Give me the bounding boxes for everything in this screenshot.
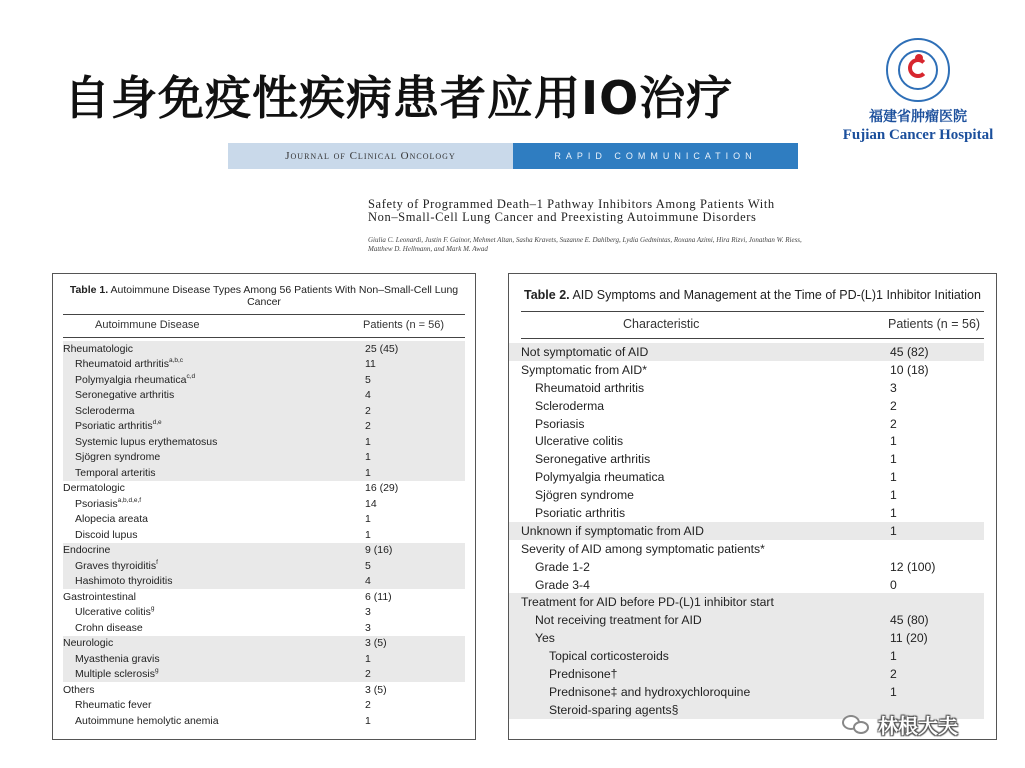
table-row <box>63 450 465 466</box>
hospital-logo-block <box>828 38 1008 144</box>
table-row <box>63 698 465 714</box>
row-label-text: Psoriatic arthritis <box>75 420 153 433</box>
row-label <box>509 345 648 359</box>
row-label-text: Hashimoto thyroiditis <box>75 575 173 588</box>
row-value: 1 <box>365 451 371 464</box>
row-label <box>509 685 750 699</box>
table-row <box>509 361 984 379</box>
row-label <box>63 420 162 432</box>
row-label <box>509 613 702 627</box>
row-value: 3 <box>365 606 371 619</box>
row-value: 16 (29) <box>365 482 399 495</box>
row-label-text: Prednisone‡ and hydroxychloroquine <box>549 684 751 699</box>
table-row <box>63 682 465 698</box>
row-label-text: Gastrointestinal <box>63 590 136 603</box>
row-label <box>63 575 172 587</box>
table-2-label: Table 2. <box>524 288 570 302</box>
row-label <box>63 699 151 711</box>
row-label <box>63 606 154 618</box>
row-label-text: Ulcerative colitis <box>75 606 151 619</box>
row-value: 2 <box>890 666 897 681</box>
table-row <box>509 379 984 397</box>
slide-title: 自身免疫性疾病患者应用IO治疗 <box>64 71 734 125</box>
row-label-text: Myasthenia gravis <box>75 652 160 665</box>
row-label-text: Symptomatic from AID* <box>521 362 647 377</box>
row-label-text: Psoriasis <box>535 416 585 431</box>
row-label <box>509 703 678 717</box>
row-value: 0 <box>890 577 897 592</box>
row-label <box>509 524 704 538</box>
table-row <box>63 527 465 543</box>
row-label <box>509 667 617 681</box>
row-label <box>509 363 647 377</box>
journal-banner <box>228 143 798 169</box>
row-label-text: Rheumatic fever <box>75 699 152 712</box>
table-row <box>63 713 465 729</box>
row-label-text: Topical corticosteroids <box>549 649 669 664</box>
table-row <box>509 432 984 450</box>
row-label <box>63 560 158 572</box>
table-1-body <box>63 341 465 729</box>
row-label-text: Scleroderma <box>75 404 135 417</box>
row-label <box>509 506 625 520</box>
table-row <box>63 667 465 683</box>
row-label-text: Dermatologic <box>63 482 125 495</box>
row-label-text: Discoid lupus <box>75 528 138 541</box>
row-label <box>63 622 143 634</box>
table-row <box>509 558 984 576</box>
row-value: 45 (80) <box>890 613 929 628</box>
table-1 <box>52 273 476 740</box>
row-label <box>63 343 133 355</box>
row-label-text: Alopecia areata <box>75 513 148 526</box>
table-row <box>63 620 465 636</box>
footnote-marker: d,e <box>152 419 162 427</box>
row-label <box>63 684 95 696</box>
table-row <box>63 636 465 652</box>
row-value: 1 <box>890 452 897 467</box>
row-label-text: Psoriasis <box>75 497 118 510</box>
row-value: 3 <box>890 380 897 395</box>
table-1-caption <box>53 274 475 308</box>
table-row <box>63 341 465 357</box>
row-label-text: Endocrine <box>63 544 111 557</box>
row-value: 1 <box>365 528 371 541</box>
table-row <box>63 481 465 497</box>
row-value: 2 <box>365 699 371 712</box>
table-row <box>509 397 984 415</box>
row-label <box>63 637 113 649</box>
row-value: 1 <box>365 652 371 665</box>
row-value: 12 (100) <box>890 559 936 574</box>
row-label-text: Seronegative arthritis <box>535 452 651 467</box>
row-label-text: Ulcerative colitis <box>535 434 624 449</box>
table-1-label: Table 1. <box>69 284 109 296</box>
row-label-text: Yes <box>535 631 555 646</box>
footnote-marker: a,b,d,e,f <box>117 496 142 504</box>
hospital-name-cn: 福建省肿瘤医院 <box>869 109 967 125</box>
row-value: 3 <box>365 621 371 634</box>
row-value: 2 <box>365 404 371 417</box>
table-row <box>509 540 984 558</box>
row-value: 1 <box>890 505 897 520</box>
hospital-name-en: Fujian Cancer Hospital <box>842 127 994 143</box>
row-label-text: Not symptomatic of AID <box>521 344 649 359</box>
table-row <box>63 605 465 621</box>
row-value: 1 <box>890 434 897 449</box>
row-value: 45 (82) <box>890 344 929 359</box>
row-value: 1 <box>365 714 371 727</box>
row-label <box>63 467 156 479</box>
row-value: 2 <box>890 398 897 413</box>
row-value: 11 (20) <box>890 631 928 646</box>
row-label-text: Graves thyroiditis <box>75 559 157 572</box>
table-row <box>63 543 465 559</box>
row-value: 9 (16) <box>365 544 393 557</box>
table-row <box>63 512 465 528</box>
row-label-text: Crohn disease <box>75 621 143 634</box>
row-value: 2 <box>365 668 371 681</box>
wechat-icon <box>842 713 872 737</box>
table-row <box>63 496 465 512</box>
row-label <box>509 578 590 592</box>
table-1-col-patients: Patients (n = 56) <box>363 319 445 331</box>
row-value: 1 <box>365 513 371 526</box>
table-1-caption-text: Autoimmune Disease Types Among 56 Patients With Non–Small-Cell Lung Cancer <box>110 284 459 308</box>
row-label-text: Psoriatic arthritis <box>535 505 626 520</box>
row-label <box>63 668 159 680</box>
row-label <box>63 529 137 541</box>
row-label <box>63 513 148 525</box>
table-row <box>509 683 984 701</box>
table-2-col-characteristic: Characteristic <box>623 317 700 331</box>
row-label <box>509 381 644 395</box>
row-value: 1 <box>890 523 897 538</box>
row-value: 4 <box>365 389 371 402</box>
paper-authors: Giulia C. Leonardi, Justin F. Gainor, Mehmet Altan, Sasha Kravets, Suzanne E. Dahlberg, Lydia Gedmintas, Roxana Azimi, Hira Rizvi, Jonathan W. Riess, Matthew D. Hellmann, and Mark M. Awad <box>368 236 802 253</box>
row-value: 2 <box>890 416 897 431</box>
table-row <box>63 388 465 404</box>
row-label-text: Temporal arteritis <box>75 466 156 479</box>
row-value: 11 <box>365 358 376 371</box>
table-row <box>63 372 465 388</box>
row-label-text: Sjögren syndrome <box>535 488 634 503</box>
table-row <box>509 593 984 611</box>
row-value: 10 (18) <box>890 362 929 377</box>
row-value: 6 (11) <box>365 590 392 603</box>
row-label-text: Rheumatoid arthritis <box>535 380 645 395</box>
row-value: 5 <box>365 373 371 386</box>
table-2 <box>508 273 997 740</box>
row-label <box>63 358 183 370</box>
row-label-text: Seronegative arthritis <box>75 389 175 402</box>
row-value: 1 <box>890 684 897 699</box>
table-1-col-characteristic: Autoimmune Disease <box>95 319 200 331</box>
table-row <box>63 403 465 419</box>
row-value: 14 <box>365 497 377 510</box>
table-2-col-patients: Patients (n = 56) <box>888 317 981 331</box>
table-row <box>509 504 984 522</box>
table-1-header <box>63 314 465 338</box>
row-label-text: Systemic lupus erythematosus <box>75 435 218 448</box>
table-row <box>63 419 465 435</box>
row-label-text: Rheumatologic <box>63 342 134 355</box>
row-label-text: Unknown if symptomatic from AID <box>521 523 704 538</box>
row-label <box>63 374 195 386</box>
journal-name: Journal of Clinical Oncology <box>228 143 513 169</box>
table-row <box>63 465 465 481</box>
row-label <box>63 405 135 417</box>
row-label <box>63 591 136 603</box>
row-label <box>63 482 125 494</box>
row-label-text: Steroid-sparing agents§ <box>549 702 679 717</box>
footnote-marker: f <box>156 558 158 566</box>
table-row <box>509 468 984 486</box>
row-label <box>509 434 623 448</box>
row-value: 3 (5) <box>365 637 387 650</box>
row-label <box>509 452 650 466</box>
table-2-caption <box>509 274 996 303</box>
row-label <box>63 451 160 463</box>
watermark-text: 林根大夫 <box>878 714 958 738</box>
table-row <box>63 357 465 373</box>
row-label-text: Scleroderma <box>535 398 605 413</box>
table-row <box>509 629 984 647</box>
table-row <box>63 434 465 450</box>
row-label-text: Polymyalgia rheumatica <box>535 470 665 485</box>
table-row <box>509 415 984 433</box>
row-label-text: Treatment for AID before PD-(L)1 inhibitor start <box>521 595 774 610</box>
row-label-text: Others <box>63 683 95 696</box>
row-label-text: Grade 1-2 <box>535 559 590 574</box>
row-label <box>63 653 160 665</box>
footnote-marker: g <box>150 605 155 613</box>
watermark <box>842 710 958 739</box>
row-label-text: Sjögren syndrome <box>75 451 161 464</box>
table-row <box>63 558 465 574</box>
row-label-text: Autoimmune hemolytic anemia <box>75 714 219 727</box>
row-label-text: Not receiving treatment for AID <box>535 613 702 628</box>
row-label-text: Multiple sclerosis <box>75 668 155 681</box>
table-2-header <box>521 311 984 339</box>
table-row <box>63 589 465 605</box>
table-row <box>509 665 984 683</box>
row-label-text: Prednisone† <box>549 666 618 681</box>
row-label <box>509 488 634 502</box>
row-label <box>63 544 110 556</box>
row-label <box>509 542 765 556</box>
row-value: 1 <box>890 649 897 664</box>
row-label <box>63 715 219 727</box>
table-row <box>63 651 465 667</box>
journal-section: RAPID COMMUNICATION <box>513 143 798 169</box>
table-row <box>509 522 984 540</box>
footnote-marker: a,b,c <box>168 357 184 365</box>
row-value: 3 (5) <box>365 683 387 696</box>
hospital-logo-icon <box>886 38 950 102</box>
table-row <box>509 576 984 594</box>
paper-title: Safety of Programmed Death–1 Pathway Inhibitors Among Patients With Non–Small-Cell Lung Cancer and Preexisting Autoimmune Disorders <box>368 197 775 224</box>
row-value: 1 <box>365 435 371 448</box>
row-value: 1 <box>890 488 897 503</box>
row-label <box>63 498 141 510</box>
row-value: 25 (45) <box>365 342 399 355</box>
row-value: 5 <box>365 559 371 572</box>
row-label-text: Rheumatoid arthritis <box>75 358 169 371</box>
row-label <box>509 399 604 413</box>
row-label <box>509 470 664 484</box>
row-label-text: Neurologic <box>63 637 114 650</box>
table-row <box>63 574 465 590</box>
row-label-text: Polymyalgia rheumatica <box>75 373 187 386</box>
row-label <box>509 560 590 574</box>
row-label <box>509 631 555 645</box>
row-label <box>509 649 669 663</box>
table-row <box>509 450 984 468</box>
row-label <box>509 595 774 609</box>
row-value: 4 <box>365 575 371 588</box>
row-label-text: Grade 3-4 <box>535 577 590 592</box>
footnote-marker: g <box>154 667 159 675</box>
table-2-body <box>509 343 984 719</box>
row-value: 1 <box>365 466 371 479</box>
row-value: 2 <box>365 420 371 433</box>
table-row <box>509 647 984 665</box>
row-label <box>63 436 217 448</box>
footnote-marker: c,d <box>186 372 196 380</box>
row-label-text: Severity of AID among symptomatic patients* <box>521 541 765 556</box>
table-row <box>509 611 984 629</box>
table-2-caption-text: AID Symptoms and Management at the Time of PD-(L)1 Inhibitor Initiation <box>572 288 981 302</box>
row-label <box>509 417 584 431</box>
row-value: 1 <box>890 470 897 485</box>
table-row <box>509 343 984 361</box>
table-row <box>509 486 984 504</box>
row-label <box>63 389 174 401</box>
